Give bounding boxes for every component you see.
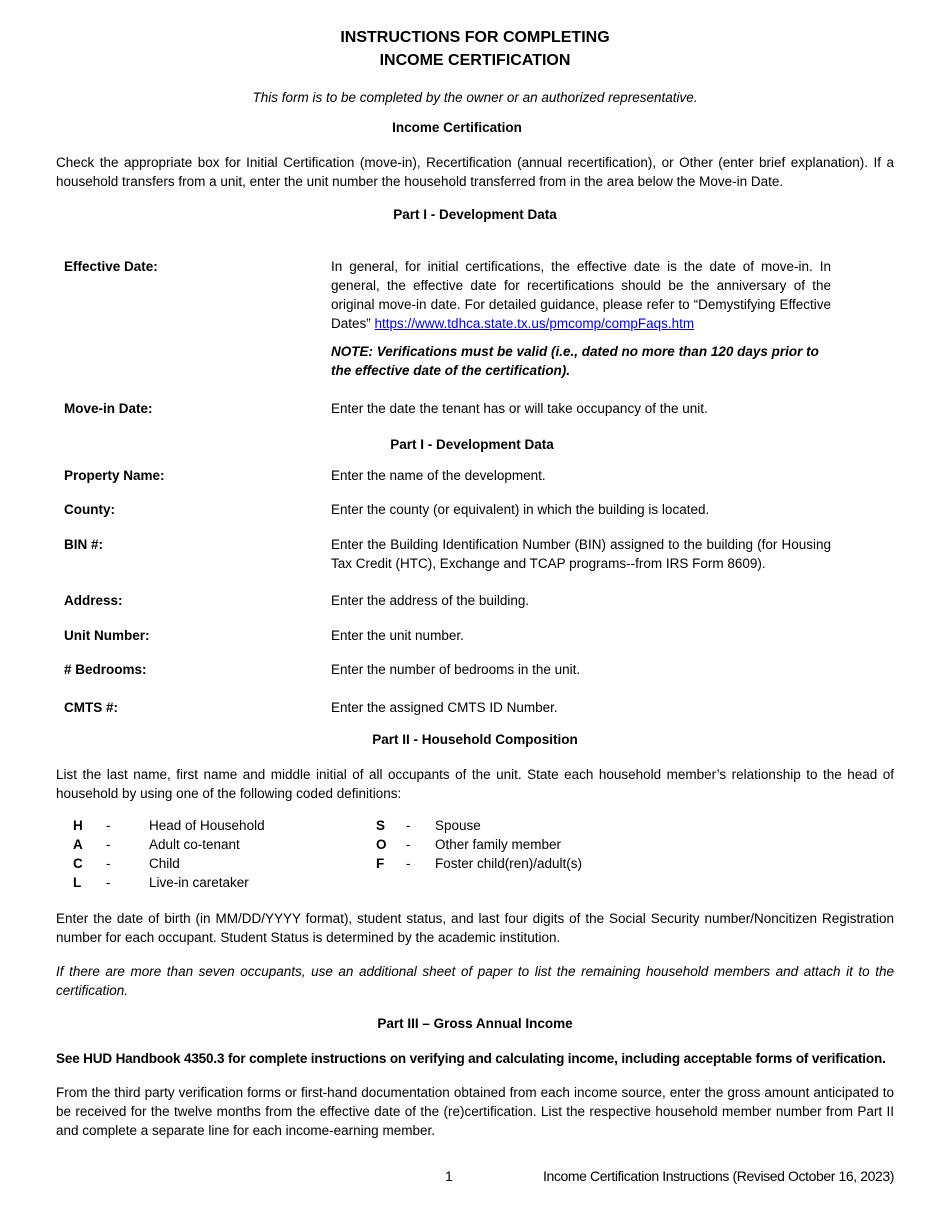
title-line-1: INSTRUCTIONS FOR COMPLETING <box>340 29 610 46</box>
code-dash: - <box>406 818 411 833</box>
bin-text: Enter the Building Identification Number (BIN) assigned to the building (for Housing Tax Credit (HTC), Exchange and TCAP programs--from IRS Form 8609). <box>331 537 831 571</box>
code-description: Other family member <box>435 837 562 852</box>
bedrooms-label: # Bedrooms: <box>64 662 147 677</box>
unit-number-text: Enter the unit number. <box>331 628 464 643</box>
unit-number-label: Unit Number: <box>64 628 150 643</box>
effective-date-label: Effective Date: <box>64 259 158 274</box>
address-text: Enter the address of the building. <box>331 593 530 608</box>
move-in-text: Enter the date the tenant has or will take occupancy of the unit. <box>331 401 708 416</box>
code-dash: - <box>106 856 111 871</box>
title-line-2: INCOME CERTIFICATION <box>379 52 571 69</box>
income-cert-heading: Income Certification <box>392 120 522 135</box>
code-description: Adult co-tenant <box>149 837 240 852</box>
part3-hud-text: See HUD Handbook 4350.3 for complete instructions on verifying and calculating income, including acceptable forms of verification. <box>56 1051 886 1066</box>
code-dash: - <box>406 856 411 871</box>
part1-heading-b: Part I - Development Data <box>390 437 554 452</box>
code-description: Child <box>149 856 180 871</box>
cmts-label: CMTS #: <box>64 700 118 715</box>
code-description: Head of Household <box>149 818 265 833</box>
property-name-label: Property Name: <box>64 468 165 483</box>
part2-dob-text: Enter the date of birth (in MM/DD/YYYY format), student status, and last four digits of the Social Security number/Noncitizen Registration number for each occupant. Student Status is determined by the academic institution. <box>56 911 894 945</box>
code-letter: H <box>73 818 83 833</box>
code-letter: L <box>73 875 82 890</box>
income-cert-text: Check the appropriate box for Initial Certification (move-in), Recertification (annual recertification), or Other (enter brief explanation). If a household transfers from a unit, enter the unit number the household transferred from in the area below the Move-in Date. <box>56 155 894 189</box>
effective-date-text <box>331 257 831 333</box>
part2-heading: Part II - Household Composition <box>372 732 578 747</box>
code-description: Spouse <box>435 818 481 833</box>
code-dash: - <box>106 818 111 833</box>
part2-intro-text: List the last name, first name and middle initial of all occupants of the unit. State each household member’s relationship to the head of household by using one of the following coded definitions: <box>56 767 894 801</box>
code-description: Live-in caretaker <box>149 875 249 890</box>
verification-note: NOTE: Verifications must be valid (i.e., dated no more than 120 days prior to the effective date of the certification). <box>331 344 819 378</box>
bin-label: BIN #: <box>64 537 104 552</box>
bedrooms-text: Enter the number of bedrooms in the unit. <box>331 662 581 677</box>
part1-heading-a: Part I - Development Data <box>393 207 557 222</box>
property-name-text: Enter the name of the development. <box>331 468 546 483</box>
code-dash: - <box>106 837 111 852</box>
part2-extra-occupants-text: If there are more than seven occupants, use an additional sheet of paper to list the remaining household members and attach it to the certification. <box>56 964 894 998</box>
move-in-label: Move-in Date: <box>64 401 153 416</box>
cmts-text: Enter the assigned CMTS ID Number. <box>331 700 558 715</box>
part3-income-text: From the third party verification forms or first-hand documentation obtained from each income source, enter the gross amount anticipated to be received for the twelve months from the effective date of the (re)certification. List the respective household member number from Part II and complete a separate line for each income-earning member. <box>56 1085 894 1138</box>
code-letter: C <box>73 856 83 871</box>
code-description: Foster child(ren)/adult(s) <box>435 856 583 871</box>
address-label: Address: <box>64 593 123 608</box>
page-number: 1 <box>445 1168 453 1184</box>
code-dash: - <box>106 875 111 890</box>
intro-text: This form is to be completed by the owner or an authorized representative. <box>252 90 698 105</box>
footer-revision-text: Income Certification Instructions (Revised October 16, 2023) <box>543 1168 895 1184</box>
code-letter: O <box>376 837 387 852</box>
part3-heading: Part III – Gross Annual Income <box>377 1016 573 1031</box>
code-letter: S <box>376 818 386 833</box>
effective-date-body: In general, for initial certifications, the effective date is the date of move-in. In general, the effective date for recertifications should be the anniversary of the original move-in date. For detailed guidance, please refer to “Demystifying Effective Dates” <box>331 259 831 331</box>
code-letter: A <box>73 837 83 852</box>
county-label: County: <box>64 502 115 517</box>
effective-dates-link[interactable]: https://www.tdhca.state.tx.us/pmcomp/compFaqs.htm <box>374 316 695 331</box>
code-letter: F <box>376 856 385 871</box>
code-dash: - <box>406 837 411 852</box>
county-text: Enter the county (or equivalent) in which the building is located. <box>331 502 710 517</box>
